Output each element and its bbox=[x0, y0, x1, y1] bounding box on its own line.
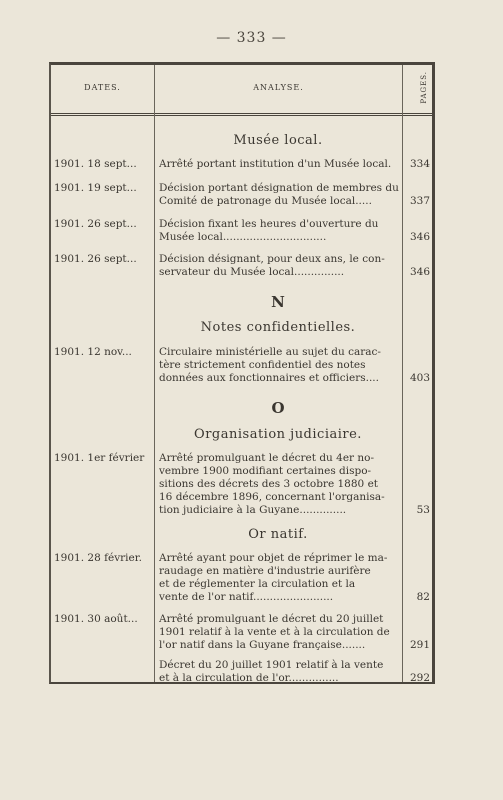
header-pages: PAGES. bbox=[420, 71, 428, 104]
section-notes-confidentielles: Notes confidentielles. bbox=[200, 320, 356, 335]
entry-text: Arrêté promulguant le décret du 4er no- vembre 1900 modifiant certaines dispo- sitions des décrets des 3 octobre 1880 et 16 décembre 1896, concernant l'organisa- tion judiciaire à la Guyane.............. bbox=[159, 452, 385, 516]
entry-text: Circulaire ministérielle au sujet du carac- tère strictement confidentiel des notes données aux fonctionnaires et officiers.... bbox=[159, 346, 381, 384]
header-analyse: ANALYSE. bbox=[253, 83, 304, 92]
entry-text: Arrêté promulguant le décret du 20 juillet 1901 relatif à la vente et à la circulation de l'or natif dans la Guyane française....... bbox=[159, 613, 390, 651]
entry-page: 334 bbox=[409, 158, 430, 170]
entry-text: Décision fixant les heures d'ouverture du Musée local............................... bbox=[159, 218, 379, 243]
index-table bbox=[49, 62, 435, 684]
header-dates: DATES. bbox=[84, 83, 121, 92]
entry-date: 1901. 26 sept... bbox=[54, 253, 137, 265]
column-divider-dates bbox=[154, 65, 155, 682]
entry-date: 1901. 28 février. bbox=[54, 552, 142, 564]
entry-text: Décret du 20 juillet 1901 relatif à la vente et à la circulation de l'or............... bbox=[159, 659, 384, 684]
letter-heading-o: O bbox=[271, 399, 285, 417]
entry-page: 337 bbox=[409, 195, 430, 207]
section-or-natif: Or natif. bbox=[248, 527, 308, 542]
entry-text: Arrêté portant institution d'un Musée local. bbox=[159, 158, 392, 170]
page-number: — 333 — bbox=[216, 30, 287, 46]
entry-date: 1901. 30 août... bbox=[54, 613, 138, 625]
entry-page: 292 bbox=[409, 672, 430, 684]
entry-text: Décision portant désignation de membres du Comité de patronage du Musée local..... bbox=[159, 182, 399, 207]
entry-page: 82 bbox=[416, 591, 430, 603]
entry-date: 1901. 26 sept... bbox=[54, 218, 137, 230]
entry-page: 346 bbox=[409, 266, 430, 278]
entry-date: 1901. 19 sept... bbox=[54, 182, 137, 194]
entry-page: 291 bbox=[409, 639, 430, 651]
entry-page: 403 bbox=[409, 372, 430, 384]
entry-text: Arrêté ayant pour objet de réprimer le ma- raudage en matière d'industrie aurifère et de réglementer la circulation et la vente de l'or natif........................ bbox=[159, 552, 388, 603]
entry-date: 1901. 1er février bbox=[54, 452, 145, 464]
entry-text: Décision désignant, pour deux ans, le con- servateur du Musée local............... bbox=[159, 253, 385, 278]
entry-date: 1901. 12 nov... bbox=[54, 346, 132, 358]
section-organisation-judiciaire: Organisation judiciaire. bbox=[194, 427, 362, 442]
entry-page: 346 bbox=[409, 231, 430, 243]
section-musee-local: Musée local. bbox=[233, 133, 323, 148]
letter-heading-n: N bbox=[271, 293, 285, 311]
entry-date: 1901. 18 sept... bbox=[54, 158, 137, 170]
table-header bbox=[51, 65, 432, 116]
entry-page: 53 bbox=[416, 504, 430, 516]
